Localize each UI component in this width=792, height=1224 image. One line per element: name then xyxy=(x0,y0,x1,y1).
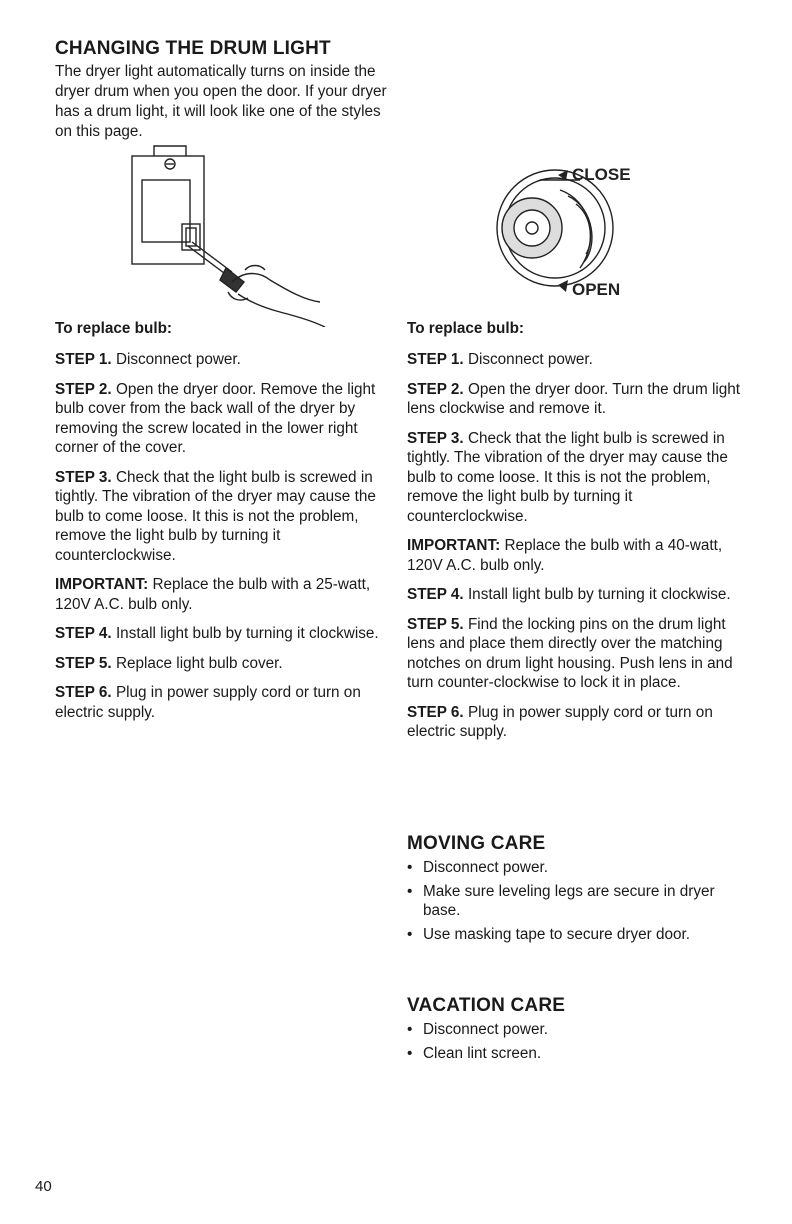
step-label: STEP 3. xyxy=(55,468,112,486)
list-item xyxy=(407,925,737,945)
step-paragraph xyxy=(55,350,385,370)
list-item-text: Disconnect power. xyxy=(423,859,548,876)
step-label: STEP 6. xyxy=(407,703,464,721)
step-text: Find the locking pins on the drum light lens and place them directly over the matching notches on drum light housing. Push lens in and turn counter-clockwise to lock it in place. xyxy=(407,615,733,691)
round-lens-illustration xyxy=(480,150,640,300)
step-text: Install light bulb by turning it clockwise. xyxy=(115,625,379,642)
bullet-icon: • xyxy=(407,882,413,900)
list-item-text: Disconnect power. xyxy=(423,1021,548,1038)
open-arrow-icon xyxy=(558,280,568,292)
step-text: Disconnect power. xyxy=(115,351,241,368)
bullet-icon: • xyxy=(407,859,413,876)
section-title-drum-light: CHANGING THE DRUM LIGHT xyxy=(55,38,331,59)
step-paragraph xyxy=(407,615,742,693)
step-label: STEP 5. xyxy=(407,615,464,633)
section-title-moving-care: MOVING CARE xyxy=(407,833,546,854)
step-label: STEP 3. xyxy=(407,429,464,447)
right-replace-heading: To replace bulb: xyxy=(407,320,525,337)
bullet-icon: • xyxy=(407,1021,413,1038)
step-text: Disconnect power. xyxy=(467,351,593,368)
bullet-icon: • xyxy=(407,925,413,943)
step-paragraph xyxy=(407,429,742,527)
intro-paragraph: The dryer light automatically turns on inside the dryer drum when you open the door. If your dryer has a drum light, it will look like one of the styles on this page. xyxy=(55,63,387,140)
step-text: Replace light bulb cover. xyxy=(115,654,283,672)
step-paragraph xyxy=(55,380,385,458)
list-item xyxy=(407,1020,737,1040)
step-label: STEP 1. xyxy=(55,351,112,368)
step-paragraph xyxy=(55,468,385,566)
step-text: Check that the light bulb is screwed in tightly. The vibration of the dryer may cause the bulb to come loose. It this is not the problem, remove the light bulb by turning it counterclockwise. xyxy=(55,468,376,564)
list-item-text: Use masking tape to secure dryer door. xyxy=(423,925,690,943)
step-label: IMPORTANT: xyxy=(407,537,501,554)
step-label: STEP 2. xyxy=(407,380,464,398)
step-paragraph xyxy=(407,536,742,575)
step-paragraph xyxy=(55,624,385,644)
list-item-text: Clean lint screen. xyxy=(423,1044,542,1062)
section-title-vacation-care: VACATION CARE xyxy=(407,995,566,1016)
list-item xyxy=(407,882,737,921)
step-paragraph xyxy=(55,683,385,722)
step-text: Check that the light bulb is screwed in tightly. The vibration of the dryer may cause the bulb to come loose. It this is not the problem, remove the light bulb by turning it counterclockwise. xyxy=(407,429,728,525)
step-paragraph xyxy=(407,585,742,605)
step-paragraph xyxy=(55,654,385,674)
step-text: Replace the bulb with a 25-watt, 120V A.C. bulb only. xyxy=(55,576,371,613)
vacation-care-list xyxy=(407,1020,737,1067)
step-paragraph xyxy=(407,703,742,742)
list-item-text: Make sure leveling legs are secure in dryer base. xyxy=(423,882,715,919)
step-text: Open the dryer door. Turn the drum light lens clockwise and remove it. xyxy=(407,380,741,417)
step-label: STEP 4. xyxy=(55,625,112,642)
dial-close-label: CLOSE xyxy=(572,165,631,184)
moving-care-list xyxy=(407,858,737,948)
step-label: IMPORTANT: xyxy=(55,576,149,593)
list-item xyxy=(407,858,737,878)
list-item xyxy=(407,1044,737,1064)
right-steps xyxy=(407,350,742,752)
left-steps xyxy=(55,350,385,732)
step-paragraph xyxy=(55,575,385,614)
step-label: STEP 5. xyxy=(55,654,112,672)
step-text: Replace the bulb with a 40-watt, 120V A.C. bulb only. xyxy=(407,537,723,574)
step-paragraph xyxy=(407,350,742,370)
step-label: STEP 6. xyxy=(55,684,112,701)
step-text: Plug in power supply cord or turn on electric supply. xyxy=(55,684,361,721)
step-label: STEP 2. xyxy=(55,380,112,398)
dial-open-label: OPEN xyxy=(572,280,621,299)
step-label: STEP 1. xyxy=(407,351,464,368)
bullet-icon: • xyxy=(407,1044,413,1062)
page-number: 40 xyxy=(35,1178,52,1195)
step-text: Plug in power supply cord or turn on electric supply. xyxy=(407,703,713,740)
step-label: STEP 4. xyxy=(407,586,464,603)
step-paragraph xyxy=(407,380,742,419)
step-text: Open the dryer door. Remove the light bulb cover from the back wall of the dryer by removing the screw located in the lower right corner of the cover. xyxy=(55,380,376,456)
rectangular-light-cover-illustration xyxy=(120,142,335,327)
step-text: Install light bulb by turning it clockwise. xyxy=(467,586,731,603)
left-replace-heading: To replace bulb: xyxy=(55,320,173,337)
